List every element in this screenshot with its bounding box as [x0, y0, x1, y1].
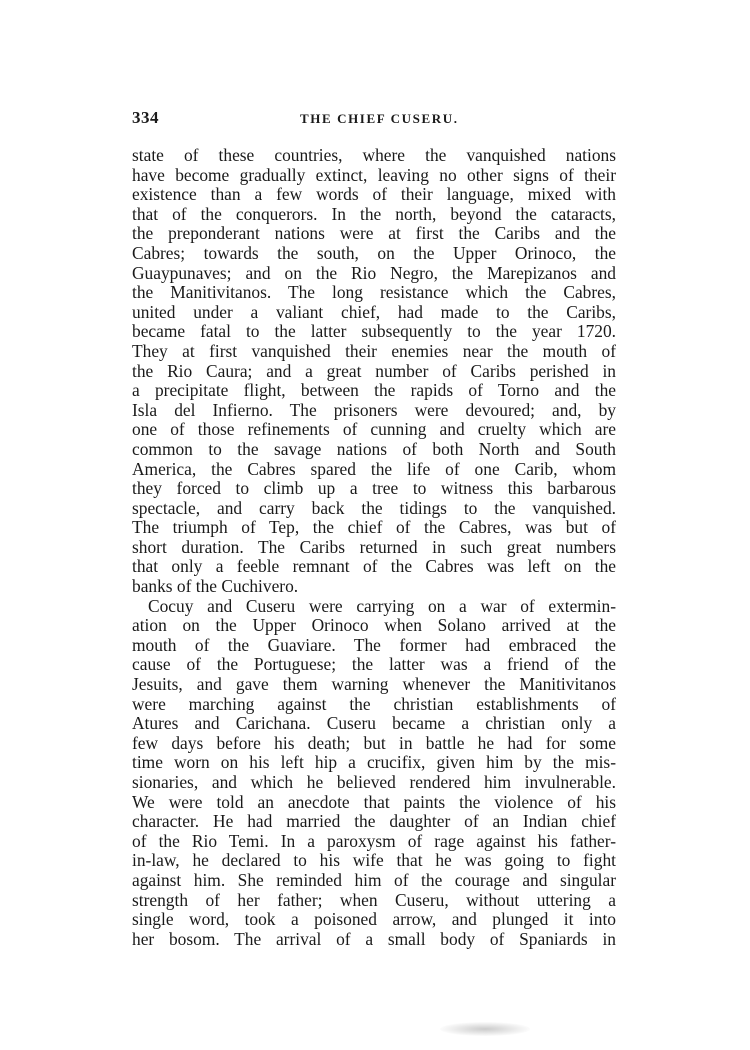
body-text: [132, 146, 616, 949]
text-line: ation on the Upper Orinoco when Solano arrived at the: [132, 616, 616, 636]
text-line: The triumph of Tep, the chief of the Cabres, was but of: [132, 518, 616, 538]
text-line: were marching against the christian establishments of: [132, 694, 616, 714]
text-line: of the Rio Temi. In a paroxysm of rage against his father-: [132, 831, 616, 851]
text-line: spectacle, and carry back the tidings to the vanquished.: [132, 498, 616, 518]
text-line: Cabres; towards the south, on the Upper Orinoco, the: [132, 243, 616, 263]
text-line: the preponderant nations were at first the Caribs and the: [132, 224, 616, 244]
text-line: the Manitivitanos. The long resistance which the Cabres,: [132, 283, 616, 303]
paragraph-end-line: banks of the Cuchivero.: [132, 577, 299, 597]
page-header: [132, 108, 616, 132]
text-line: Isla del Infierno. The prisoners were devoured; and, by: [132, 400, 616, 420]
text-line: Guaypunaves; and on the Rio Negro, the Marepizanos and: [132, 263, 616, 283]
text-line: America, the Cabres spared the life of one Carib, whom: [132, 459, 616, 479]
text-line: We were told an anecdote that paints the violence of his: [132, 792, 616, 812]
text-line: cause of the Portuguese; the latter was a friend of the: [132, 655, 616, 675]
text-line: united under a valiant chief, had made to the Caribs,: [132, 302, 616, 322]
text-line: Atures and Carichana. Cuseru became a christian only a: [132, 714, 616, 734]
text-line: They at first vanquished their enemies near the mouth of: [132, 341, 616, 361]
text-line: short duration. The Caribs returned in such great numbers: [132, 537, 616, 557]
text-line: against him. She reminded him of the courage and singular: [132, 870, 616, 890]
text-line: Jesuits, and gave them warning whenever the Manitivitanos: [132, 675, 616, 695]
text-line: time worn on his left hip a crucifix, given him by the mis-: [132, 753, 616, 773]
text-line: that only a feeble remnant of the Cabres was left on the: [132, 557, 616, 577]
running-title: THE CHIEF CUSERU.: [300, 111, 459, 126]
text-line: single word, took a poisoned arrow, and plunged it into: [132, 910, 616, 930]
text-line: the Rio Caura; and a great number of Caribs perished in: [132, 361, 616, 381]
text-line: character. He had married the daughter of an Indian chief: [132, 812, 616, 832]
paragraph-start-line: Cocuy and Cuseru were carrying on a war of extermin-: [148, 596, 616, 616]
text-line: her bosom. The arrival of a small body of Spaniards in: [132, 929, 616, 949]
text-line: one of those refinements of cunning and cruelty which are: [132, 420, 616, 440]
text-line: mouth of the Guaviare. The former had embraced the: [132, 635, 616, 655]
text-line: a precipitate flight, between the rapids of Torno and the: [132, 381, 616, 401]
text-line: existence than a few words of their language, mixed with: [132, 185, 616, 205]
text-line: common to the savage nations of both North and South: [132, 439, 616, 459]
page-smudge: [440, 1022, 530, 1036]
text-line: in-law, he declared to his wife that he was going to fight: [132, 851, 616, 871]
text-line: have become gradually extinct, leaving no other signs of their: [132, 165, 616, 185]
page-number: 334: [132, 108, 159, 127]
text-line: became fatal to the latter subsequently to the year 1720.: [132, 322, 616, 342]
text-line: state of these countries, where the vanquished nations: [132, 146, 616, 165]
text-line: that of the conquerors. In the north, beyond the cataracts,: [132, 204, 616, 224]
text-line: few days before his death; but in battle he had for some: [132, 733, 616, 753]
text-line: strength of her father; when Cuseru, without uttering a: [132, 890, 616, 910]
text-line: sionaries, and which he believed rendered him invulnerable.: [132, 773, 616, 792]
text-line: they forced to climb up a tree to witness this barbarous: [132, 479, 616, 499]
